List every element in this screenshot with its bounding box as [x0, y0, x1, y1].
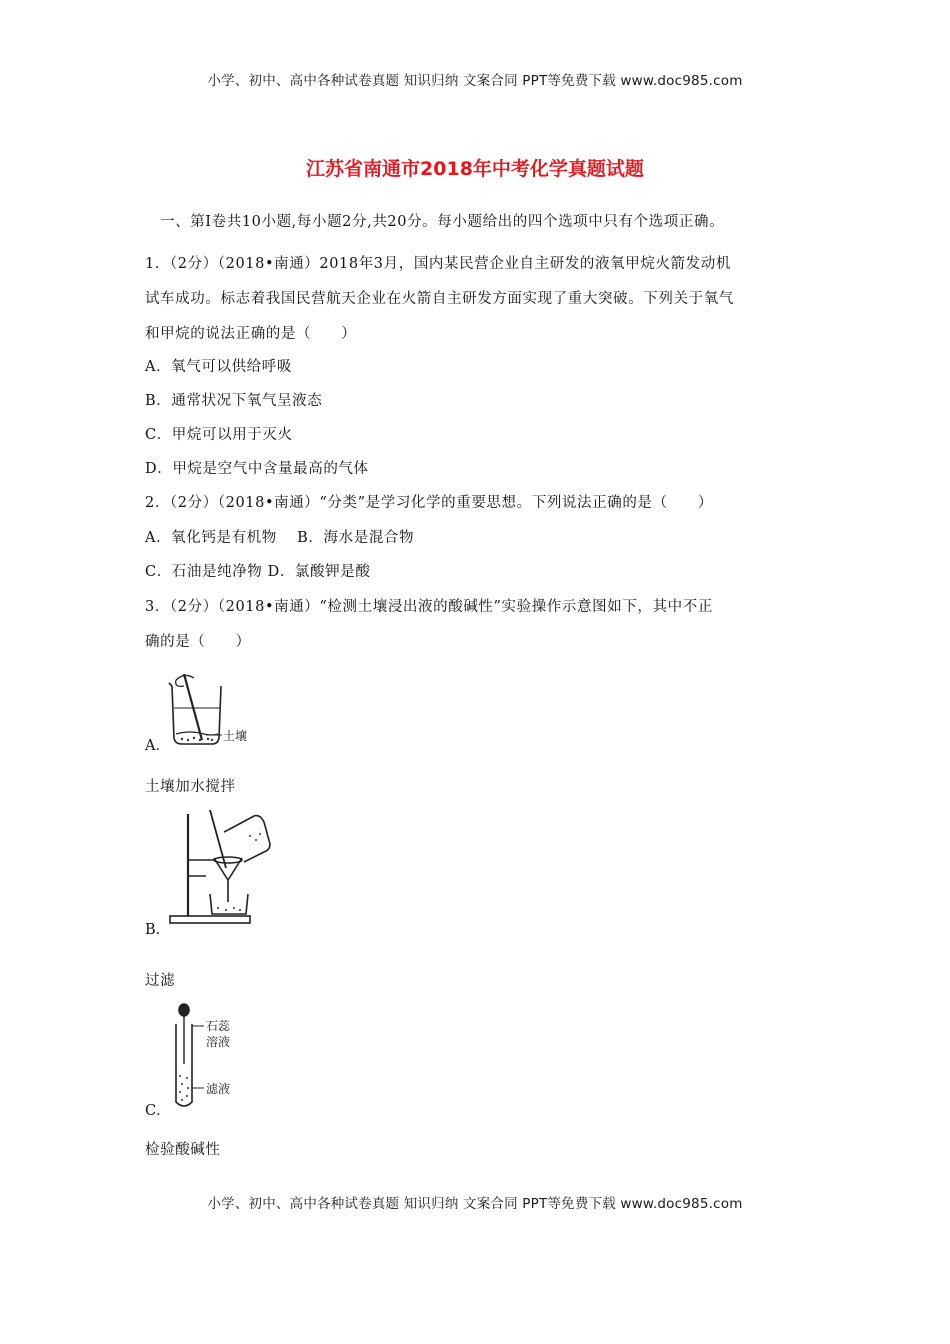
- figure-c-label-litmus-1: 石蕊: [206, 1019, 231, 1033]
- section-intro: 一、第Ⅰ卷共10小题,每小题2分,共20分。每小题给出的四个选项中只有个选项正确。: [160, 214, 725, 230]
- q3-figure-b-caption: 过滤: [145, 973, 176, 989]
- q3-figure-c-letter: C．: [145, 1103, 171, 1119]
- figure-stirring-beaker: [160, 668, 260, 750]
- figure-c-label-filtrate: 滤液: [206, 1082, 231, 1096]
- q2-options-row-1: A．氧化钙是有机物 B．海水是混合物: [145, 530, 415, 546]
- q3-figure-a-letter: A．: [145, 738, 170, 754]
- page-header: 小学、初中、高中各种试卷真题 知识归纳 文案合同 PPT等免费下载 www.doc985.com: [207, 73, 743, 89]
- figure-c-label-litmus-2: 溶液: [206, 1035, 231, 1049]
- q3-figure-b-letter: B．: [145, 922, 171, 938]
- figure-test-tube-dropper: [160, 1002, 260, 1110]
- q1-option-a: A．氧气可以供给呼吸: [145, 359, 292, 375]
- q3-figure-a-caption: 土壤加水搅拌: [145, 779, 236, 795]
- figure-filtration-apparatus: [160, 806, 280, 932]
- figure-a-label-soil: 土壤: [223, 729, 248, 743]
- q1-option-b: B．通常状况下氧气呈液态: [145, 393, 323, 409]
- q1-option-c: C．甲烷可以用于灭火: [145, 427, 293, 443]
- q3-stem-line-1: 3．（2分）（2018•南通）“检测土壤浸出液的酸碱性”实验操作示意图如下，其中不正: [145, 599, 713, 615]
- q2-options-row-2: C．石油是纯净物 D．氯酸钾是酸: [145, 564, 371, 580]
- q1-stem-line-3: 和甲烷的说法正确的是（ ）: [145, 326, 357, 342]
- q1-option-d: D．甲烷是空气中含量最高的气体: [145, 461, 369, 477]
- page-footer: 小学、初中、高中各种试卷真题 知识归纳 文案合同 PPT等免费下载 www.doc985.com: [207, 1196, 743, 1212]
- exam-title: 江苏省南通市2018年中考化学真题试题: [306, 158, 644, 180]
- q3-stem-line-2: 确的是（ ）: [145, 634, 251, 650]
- q1-stem-line-2: 试车成功。标志着我国民营航天企业在火箭自主研发方面实现了重大突破。下列关于氧气: [145, 291, 734, 307]
- q2-stem: 2．（2分）（2018•南通）“分类”是学习化学的重要思想。下列说法正确的是（ ）: [145, 495, 713, 511]
- q1-stem-line-1: 1．（2分）（2018•南通）2018年3月，国内某民营企业自主研发的液氧甲烷火箭发动机: [145, 256, 731, 272]
- q3-figure-c-caption: 检验酸碱性: [145, 1142, 221, 1158]
